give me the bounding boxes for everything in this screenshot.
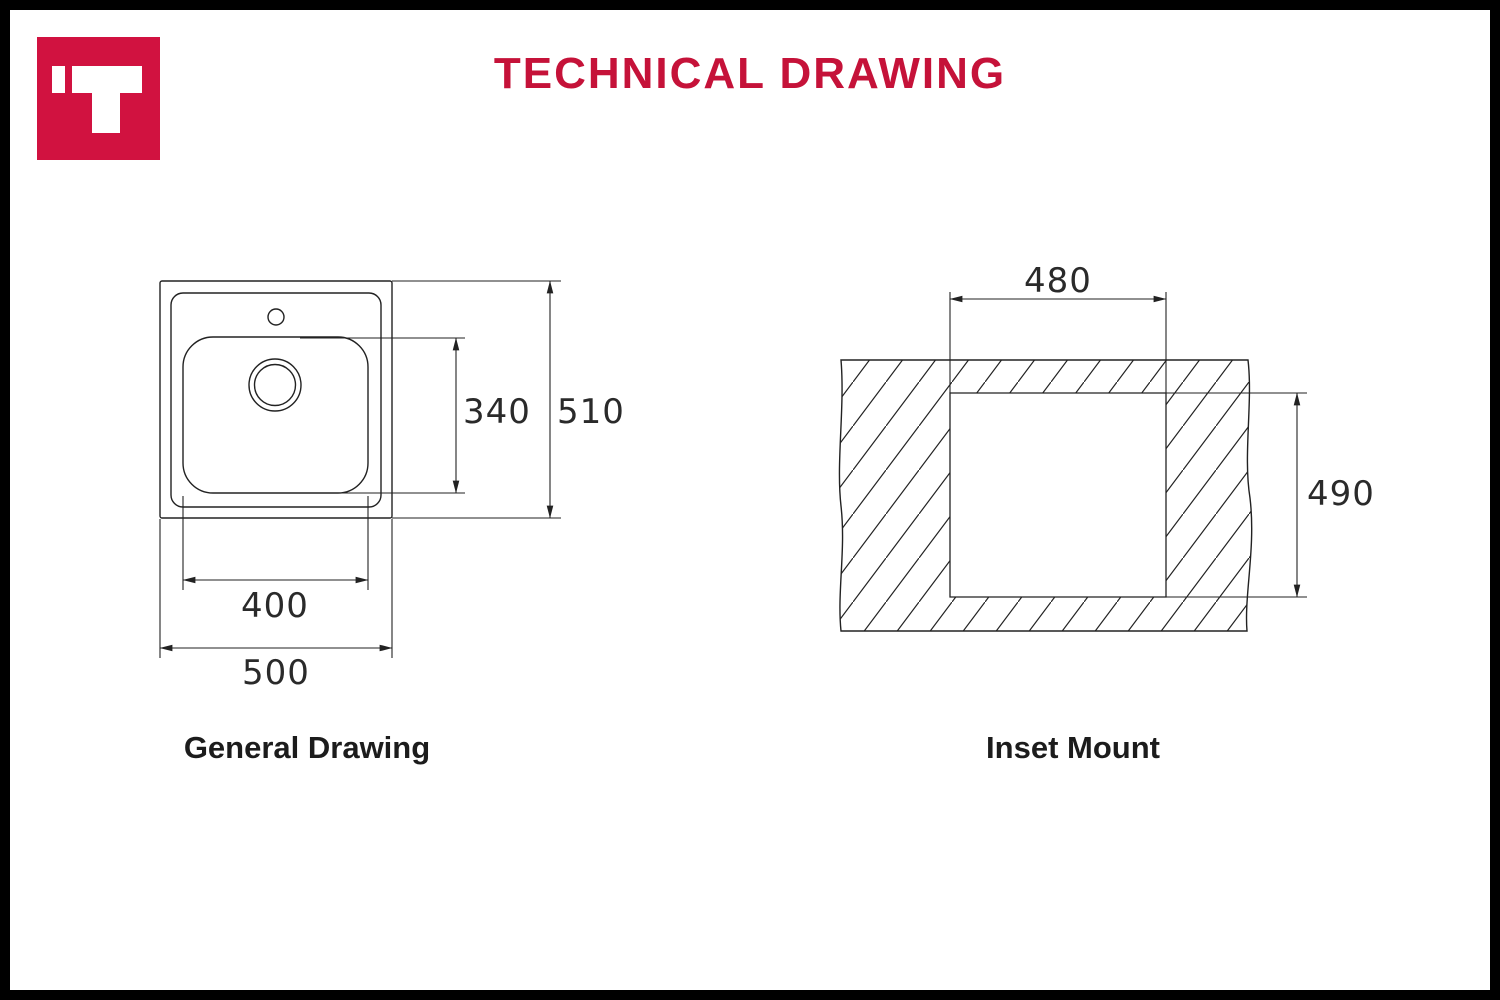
drain-inner (255, 365, 296, 406)
logo-t-dot (52, 66, 65, 93)
cutout-opening (950, 393, 1166, 597)
general-drawing-figure (140, 260, 660, 700)
sink-bowl (183, 337, 368, 493)
caption-general-drawing: General Drawing (183, 730, 431, 765)
page-title: TECHNICAL DRAWING (493, 49, 1007, 98)
logo-t-stem (92, 66, 120, 133)
drain-outer (249, 359, 301, 411)
dim-label-cutout-depth: 490 (1307, 474, 1375, 514)
dim-label-bowl-width: 400 (241, 586, 309, 626)
dim-label-bowl-depth: 340 (463, 392, 531, 432)
brand-logo (37, 37, 160, 160)
inset-mount-figure (820, 250, 1360, 670)
dim-label-overall-width: 500 (242, 653, 310, 693)
caption-inset-mount: Inset Mount (986, 730, 1160, 765)
dim-label-overall-depth: 510 (557, 392, 625, 432)
tap-hole (268, 309, 284, 325)
sink-outline (160, 281, 392, 518)
dim-label-cutout-width: 480 (1024, 261, 1092, 301)
